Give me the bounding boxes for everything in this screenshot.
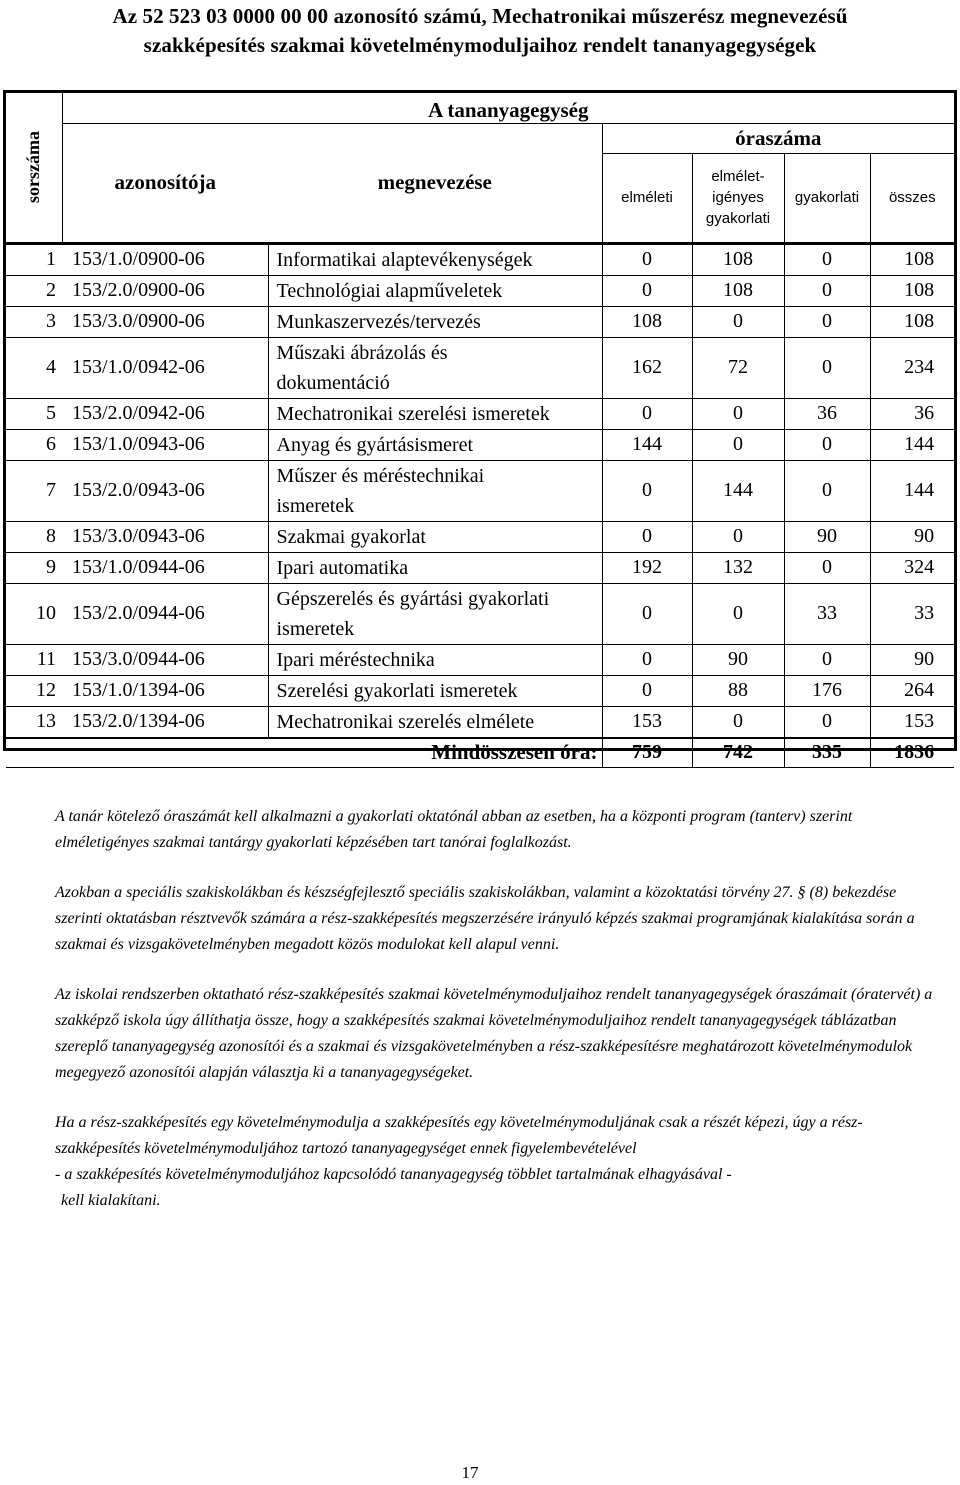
unit-name: Szerelési gyakorlati ismeretek: [268, 675, 602, 706]
hours-elmeletigenyes: 0: [692, 706, 784, 738]
unit-name: Műszer és méréstechnikai ismeretek: [268, 460, 602, 521]
hours-elmeletigenyes: 0: [692, 306, 784, 337]
note-paragraph-1: A tanár kötelező óraszámát kell alkalmazni a gyakorlati oktatónál abban az esetben, ha a központi program (tanterv) szerint elméletigényes szakmai tantárgy gyakorlati képzésében tart tanórai foglalkozást.: [55, 808, 853, 851]
hours-gyakorlati: 0: [784, 460, 870, 521]
hours-gyakorlati: 0: [784, 275, 870, 306]
unit-name: Mechatronikai szerelés elmélete: [268, 706, 602, 738]
curriculum-table: [6, 93, 954, 768]
hours-osszes: 108: [870, 275, 954, 306]
note-paragraph-4-line-2: - a szakképesítés követelménymoduljához kapcsolódó tananyagegység többlet tartalmának elhagyásával -: [55, 1166, 732, 1183]
row-number: 10: [6, 583, 62, 644]
note-paragraph-2: Azokban a speciális szakiskolákban és készségfejlesztő speciális szakiskolákban, valamint a közoktatási törvény 27. § (8) bekezdése szerinti oktatásban résztvevők számára a rész-szakképesítés megszerzésére irányuló képzés szakmai programjának kialakítása során a szakmai és vizsgakövetelményben megadott közös modulokat kell alapul venni.: [55, 884, 915, 953]
unit-name: Ipari automatika: [268, 552, 602, 583]
table-row: [6, 644, 954, 675]
row-number: 12: [6, 675, 62, 706]
table-row: [6, 706, 954, 738]
hours-elmeletigenyes: 0: [692, 398, 784, 429]
document-title: [0, 2, 960, 60]
hours-elmeletigenyes: 108: [692, 275, 784, 306]
table-row: [6, 337, 954, 398]
hours-elmeleti: 0: [602, 521, 692, 552]
title-line-1: Az 52 523 03 0000 00 00 azonosító számú, Mechatronikai műszerész megnevezésű: [112, 4, 848, 28]
hours-elmeleti: 153: [602, 706, 692, 738]
row-number: 4: [6, 337, 62, 398]
note-paragraph-4: Ha a rész-szakképesítés egy követelménymodulja a szakképesítés egy követelménymoduljának csak a részét képezi, úgy a rész-szakképesítés követelménymoduljához tartozó tananyagegységet ennek figyelembevételével: [55, 1114, 863, 1157]
table-row: [6, 429, 954, 460]
hours-elmeleti: 0: [602, 398, 692, 429]
header-row-top: [6, 93, 954, 123]
row-number: 7: [6, 460, 62, 521]
table-row: [6, 275, 954, 306]
hours-gyakorlati: 0: [784, 706, 870, 738]
unit-id: 153/2.0/0944-06: [62, 583, 268, 644]
table-row: [6, 583, 954, 644]
unit-id: 153/3.0/0900-06: [62, 306, 268, 337]
curriculum-table-frame: [3, 90, 957, 765]
total-elmeletigenyes: 742: [692, 738, 784, 768]
hours-osszes: 153: [870, 706, 954, 738]
note-paragraph-4-line-3: kell kialakítani.: [61, 1192, 161, 1209]
unit-name: Ipari méréstechnika: [268, 644, 602, 675]
hours-gyakorlati: 90: [784, 521, 870, 552]
hours-elmeleti: 0: [602, 583, 692, 644]
note-paragraph-3: Az iskolai rendszerben oktatható rész-szakképesítés szakmai követelménymoduljaihoz rendelt tananyagegységek óraszámait (óratervét) a szakképző iskola úgy állíthatja össze, hogy a szakképesítés szakmai követelménymoduljaihoz rendelt tananyagegységek táblázatban szereplő tananyagegység azonosítói és a szakmai és vizsgakövetelményben a rész-szakképesítésre meghatározott követelménymodulok megegyező azonosítói alapján választja ki a tananyagegységeket.: [55, 986, 933, 1081]
hours-gyakorlati: 36: [784, 398, 870, 429]
row-number: 3: [6, 306, 62, 337]
hours-gyakorlati: 0: [784, 429, 870, 460]
header-tananyagegyseg: A tananyagegység: [62, 93, 954, 123]
hours-elmeletigenyes: 108: [692, 243, 784, 275]
header-oraszama: óraszáma: [602, 123, 954, 153]
hours-elmeletigenyes: 0: [692, 521, 784, 552]
total-elmeleti: 759: [602, 738, 692, 768]
header-gyakorlati: gyakorlati: [784, 153, 870, 243]
header-elmeleti: elméleti: [602, 153, 692, 243]
unit-id: 153/2.0/0943-06: [62, 460, 268, 521]
unit-name: Anyag és gyártásismeret: [268, 429, 602, 460]
total-row: [6, 738, 954, 768]
hours-osszes: 90: [870, 644, 954, 675]
hours-gyakorlati: 33: [784, 583, 870, 644]
header-sorszama: sorszáma: [6, 93, 62, 243]
unit-name: Mechatronikai szerelési ismeretek: [268, 398, 602, 429]
hours-elmeletigenyes: 88: [692, 675, 784, 706]
row-number: 2: [6, 275, 62, 306]
row-number: 1: [6, 243, 62, 275]
unit-id: 153/3.0/0944-06: [62, 644, 268, 675]
hours-osszes: 33: [870, 583, 954, 644]
hours-gyakorlati: 176: [784, 675, 870, 706]
hours-gyakorlati: 0: [784, 243, 870, 275]
hours-elmeleti: 144: [602, 429, 692, 460]
hours-gyakorlati: 0: [784, 552, 870, 583]
unit-name: Informatikai alaptevékenységek: [268, 243, 602, 275]
unit-id: 153/1.0/0900-06: [62, 243, 268, 275]
row-number: 13: [6, 706, 62, 738]
header-row-mid: [6, 123, 954, 153]
total-gyakorlati: 335: [784, 738, 870, 768]
hours-osszes: 264: [870, 675, 954, 706]
hours-elmeletigenyes: 0: [692, 429, 784, 460]
hours-elmeletigenyes: 90: [692, 644, 784, 675]
unit-id: 153/2.0/1394-06: [62, 706, 268, 738]
row-number: 11: [6, 644, 62, 675]
hours-elmeleti: 192: [602, 552, 692, 583]
row-number: 6: [6, 429, 62, 460]
header-osszes: összes: [870, 153, 954, 243]
hours-gyakorlati: 0: [784, 306, 870, 337]
header-azonositoja: azonosítója: [62, 123, 268, 243]
unit-id: 153/1.0/0944-06: [62, 552, 268, 583]
hours-elmeleti: 0: [602, 275, 692, 306]
unit-id: 153/1.0/0942-06: [62, 337, 268, 398]
header-elmeletigenyes: elmélet- igényes gyakorlati: [692, 153, 784, 243]
unit-name: Munkaszervezés/tervezés: [268, 306, 602, 337]
row-number: 8: [6, 521, 62, 552]
table-row: [6, 521, 954, 552]
hours-osszes: 108: [870, 243, 954, 275]
table-row: [6, 306, 954, 337]
hours-osszes: 144: [870, 460, 954, 521]
hours-gyakorlati: 0: [784, 644, 870, 675]
hours-gyakorlati: 0: [784, 337, 870, 398]
unit-name: Műszaki ábrázolás és dokumentáció: [268, 337, 602, 398]
hours-osszes: 90: [870, 521, 954, 552]
hours-elmeleti: 0: [602, 644, 692, 675]
hours-elmeleti: 0: [602, 243, 692, 275]
unit-id: 153/2.0/0900-06: [62, 275, 268, 306]
unit-name: Gépszerelés és gyártási gyakorlati ismeretek: [268, 583, 602, 644]
total-osszes: 1836: [870, 738, 954, 768]
hours-elmeleti: 0: [602, 675, 692, 706]
hours-elmeletigenyes: 132: [692, 552, 784, 583]
hours-elmeleti: 0: [602, 460, 692, 521]
hours-osszes: 108: [870, 306, 954, 337]
header-megnevezese: megnevezése: [268, 123, 602, 243]
hours-elmeleti: 162: [602, 337, 692, 398]
unit-id: 153/3.0/0943-06: [62, 521, 268, 552]
unit-name: Technológiai alapműveletek: [268, 275, 602, 306]
hours-osszes: 36: [870, 398, 954, 429]
total-label: Mindösszesen óra:: [6, 738, 602, 768]
table-row: [6, 460, 954, 521]
unit-id: 153/2.0/0942-06: [62, 398, 268, 429]
row-number: 9: [6, 552, 62, 583]
hours-osszes: 144: [870, 429, 954, 460]
table-row: [6, 552, 954, 583]
unit-id: 153/1.0/0943-06: [62, 429, 268, 460]
unit-id: 153/1.0/1394-06: [62, 675, 268, 706]
hours-elmeletigenyes: 72: [692, 337, 784, 398]
hours-osszes: 234: [870, 337, 954, 398]
table-row: [6, 243, 954, 275]
title-line-2: szakképesítés szakmai követelménymoduljaihoz rendelt tananyagegységek: [143, 33, 817, 57]
notes-section: [55, 804, 945, 1214]
hours-elmeletigenyes: 0: [692, 583, 784, 644]
hours-elmeleti: 108: [602, 306, 692, 337]
hours-osszes: 324: [870, 552, 954, 583]
row-number: 5: [6, 398, 62, 429]
table-row: [6, 675, 954, 706]
hours-elmeletigenyes: 144: [692, 460, 784, 521]
table-row: [6, 398, 954, 429]
unit-name: Szakmai gyakorlat: [268, 521, 602, 552]
page-number: 17: [461, 1463, 479, 1482]
